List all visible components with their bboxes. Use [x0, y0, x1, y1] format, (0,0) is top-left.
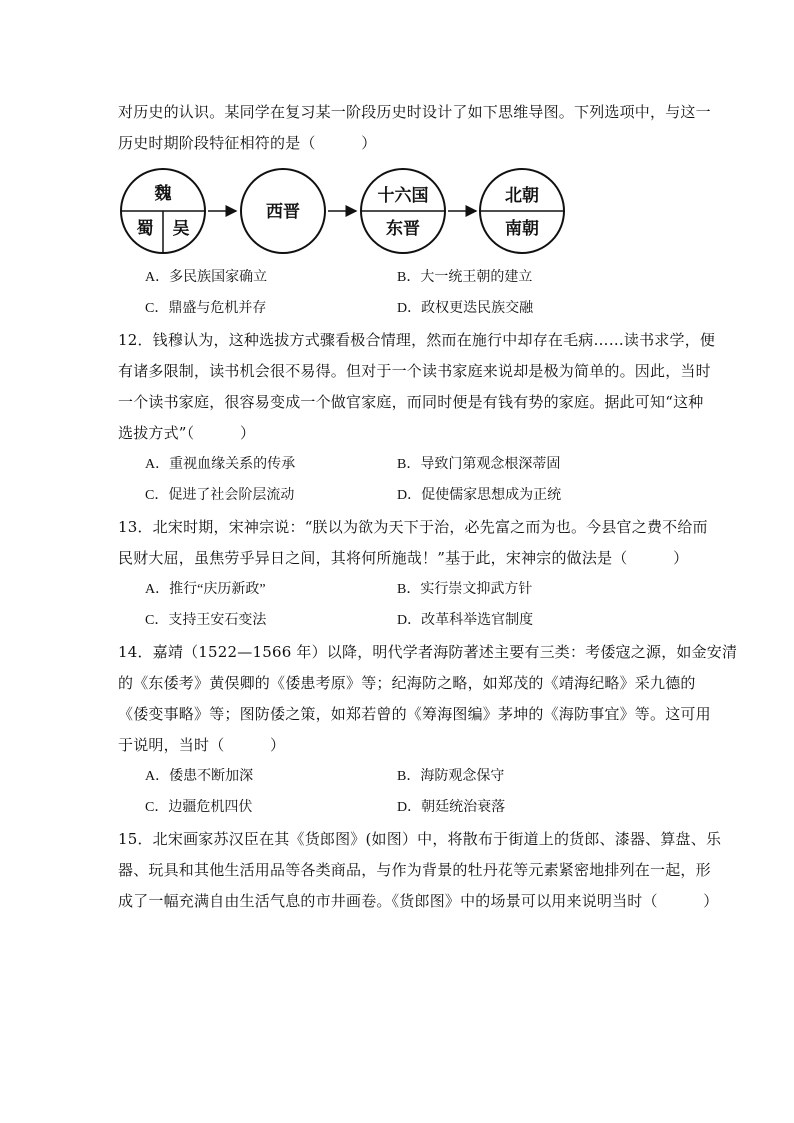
q12-option-b[interactable]: B．导致门第观念根深蒂固 — [397, 457, 561, 472]
label-wu: 吴 — [172, 219, 190, 239]
q14-stem-line-1: 14．嘉靖（1522—1566 年）以降，明代学者海防著述主要有三类：考倭寇之源，如金安清 — [118, 643, 738, 661]
q14-option-c[interactable]: C．边疆危机四伏 — [145, 800, 253, 815]
label-xijin: 西晋 — [266, 202, 300, 222]
q15-stem-line-3: 成了一幅充满自由生活气息的市井画卷。《货郎图》中的场景可以用来说明当时（ ） — [118, 892, 719, 910]
q11-stem-line-1: 对历史的认识。某同学在复习某一阶段历史时设计了如下思维导图。下列选项中，与这一 — [118, 103, 711, 121]
q13-option-c[interactable]: C．支持王安石变法 — [145, 613, 267, 628]
circle-beichao-nanchao — [480, 169, 564, 253]
q13-option-d[interactable]: D．改革科举选官制度 — [397, 613, 534, 628]
q11-option-b[interactable]: B．大一统王朝的建立 — [397, 270, 533, 285]
q14-option-a[interactable]: A．倭患不断加深 — [145, 769, 254, 784]
q14-stem-line-3: 《倭变事略》等；图防倭之策，如郑若曾的《筹海图编》茅坤的《海防事宜》等。这可用 — [118, 705, 711, 723]
q12-stem-line-4: 选拔方式”（ ） — [118, 424, 256, 442]
mind-map-diagram — [118, 168, 568, 258]
label-dongjin: 东晋 — [386, 219, 420, 239]
label-wei: 魏 — [154, 184, 172, 204]
label-beichao: 北朝 — [505, 186, 539, 206]
q14-stem-line-2: 的《东倭考》黄俣卿的《倭患考原》等；纪海防之略，如郑茂的《靖海纪略》采九德的 — [118, 674, 696, 692]
q13-option-b[interactable]: B．实行崇文抑武方针 — [397, 582, 533, 597]
label-shu: 蜀 — [136, 219, 154, 239]
circle-xijin — [241, 169, 325, 253]
q12-option-a[interactable]: A．重视血缘关系的传承 — [145, 457, 296, 472]
q12-stem-line-2: 有诸多限制，读书机会很不易得。但对于一个读书家庭来说却是极为简单的。因此，当时 — [118, 362, 711, 380]
q12-stem-line-3: 一个读书家庭，很容易变成一个做官家庭，而同时便是有钱有势的家庭。据此可知“这种 — [118, 393, 704, 411]
label-nanchao: 南朝 — [505, 219, 539, 239]
q12-option-c[interactable]: C．促进了社会阶层流动 — [145, 488, 295, 503]
q13-stem-line-1: 13．北宋时期，宋神宗说：“朕以为欲为天下于治，必先富之而为也。今县官之费不给而 — [118, 518, 708, 536]
q14-option-d[interactable]: D．朝廷统治衰落 — [397, 800, 506, 815]
q14-option-b[interactable]: B．海防观念保守 — [397, 769, 505, 784]
q13-option-a[interactable]: A．推行“庆历新政” — [145, 582, 266, 597]
q11-option-a[interactable]: A．多民族国家确立 — [145, 270, 268, 285]
q15-stem-line-1: 15．北宋画家苏汉臣在其《货郎图》(如图）中，将散布于街道上的货郎、漆器、算盘、乐 — [118, 830, 722, 848]
q13-stem-line-2: 民财大屈，虽焦劳乎异日之间，其将何所施哉！”基于此，宋神宗的做法是（ ） — [118, 549, 689, 567]
label-shiliuguo: 十六国 — [377, 186, 429, 206]
circle-wei-shu-wu — [121, 169, 205, 253]
q15-stem-line-2: 器、玩具和其他生活用品等各类商品，与作为背景的牡丹花等元素紧密地排列在一起，形 — [118, 861, 711, 879]
q11-stem-line-2: 历史时期阶段特征相符的是（ ） — [118, 134, 377, 152]
q11-option-c[interactable]: C．鼎盛与危机并存 — [145, 301, 267, 316]
q11-option-d[interactable]: D．政权更迭民族交融 — [397, 301, 534, 316]
q12-stem-line-1: 12．钱穆认为，这种选拔方式骤看极合情理，然而在施行中却存在毛病……读书求学，便 — [118, 331, 716, 349]
q12-option-d[interactable]: D．促使儒家思想成为正统 — [397, 488, 562, 503]
circle-shiliuguo-dongjin — [361, 169, 445, 253]
q14-stem-line-4: 于说明，当时（ ） — [118, 736, 286, 754]
